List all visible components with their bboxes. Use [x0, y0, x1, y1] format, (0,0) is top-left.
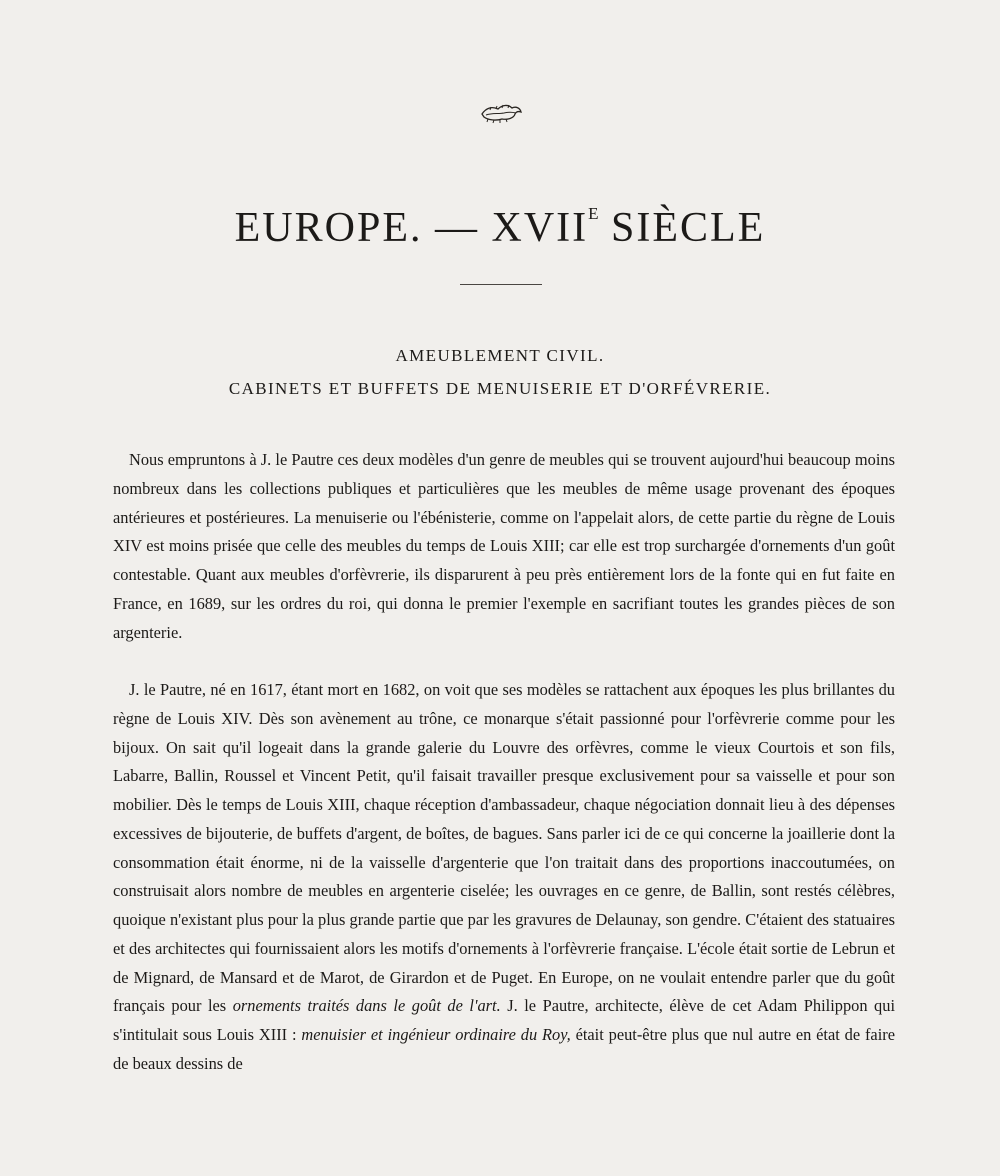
- title-superscript: E: [588, 204, 599, 223]
- title-divider: [460, 284, 542, 285]
- paragraph-2: [113, 676, 895, 1079]
- paragraph-2-part-a: J. le Pautre, né en 1617, étant mort en 1682, on voit que ses modèles se rattachent aux époques les plus brillantes du règne de Louis XIV. Dès son avènement au trône, ce monarque s'était passionné pour l'orfèvrerie comme pour les bijoux. On sait qu'il logeait dans la grande galerie du Louvre des orfèvres, comme le vieux Courtois et son fils, Labarre, Ballin, Roussel et Vincent Petit, qu'il faisait travailler presque exclusivement pour sa vaisselle et pour son mobilier. Dès le temps de Louis XIII, chaque réception d'ambassadeur, chaque négociation donnait lieu à des dépenses excessives de bijouterie, de buffets d'argent, de boîtes, de bagues. Sans parler ici de ce qui concerne la joaillerie dont la consommation était énorme, ni de la vaisselle d'argenterie que l'on traitait dans des proportions inaccoutumées, on construisait alors nombre de meubles en argenterie ciselée; les ouvrages en ce genre, de Ballin, sont restés célèbres, quoique n'existant plus pour la plus grande partie que par les gravures de Delaunay, son gendre. C'étaient des statuaires et des architectes qui fournissaient alors les motifs d'ornements à l'orfèvrerie française. L'école était sortie de Lebrun et de Mignard, de Mansard et de Marot, de Girardon et de Puget. En Europe, on ne voulait entendre parler que du goût français pour les: [113, 680, 895, 1016]
- subtitle-line-1: AMEUBLEMENT CIVIL.: [395, 346, 605, 365]
- paragraph-2-part-b: J. le Pautre, architecte, élève de cet Adam Philippon qui s'intitulait sous Louis XIII :: [113, 996, 895, 1044]
- vignette-ornament-icon: [478, 100, 524, 126]
- title-main: EUROPE. — XVII: [234, 205, 589, 251]
- paragraph-2-italic-1: ornements traités dans le goût de l'art.: [232, 996, 501, 1016]
- title-end: SIÈCLE: [598, 205, 766, 251]
- page-title: [0, 188, 1000, 254]
- subtitle-line-2: CABINETS ET BUFFETS DE MENUISERIE ET D'ORFÉVRERIE.: [228, 379, 772, 398]
- paragraph-2-part-c: était peut-être plus que nul autre en état de faire de beaux dessins de: [113, 1025, 895, 1073]
- paragraph-1: Nous empruntons à J. le Pautre ces deux modèles d'un genre de meubles qui se trouvent aujourd'hui beaucoup moins nombreux dans les collections publiques et particulières que les meubles de même usage provenant des époques antérieures et postérieures. La menuiserie ou l'ébénisterie, comme on l'appelait alors, de cette partie du règne de Louis XIV est moins prisée que celle des meubles du temps de Louis XIII; car elle est trop surchargée d'ornements d'un goût contestable. Quant aux meubles d'orfèvrerie, ils disparurent à peu près entièrement lors de la fonte qui en fut faite en France, en 1689, sur les ordres du roi, qui donna le premier l'exemple en sacrifiant toutes les grandes pièces de son argenterie.: [113, 450, 895, 642]
- paragraph-2-italic-2: menuisier et ingénieur ordinaire du Roy,: [301, 1025, 571, 1044]
